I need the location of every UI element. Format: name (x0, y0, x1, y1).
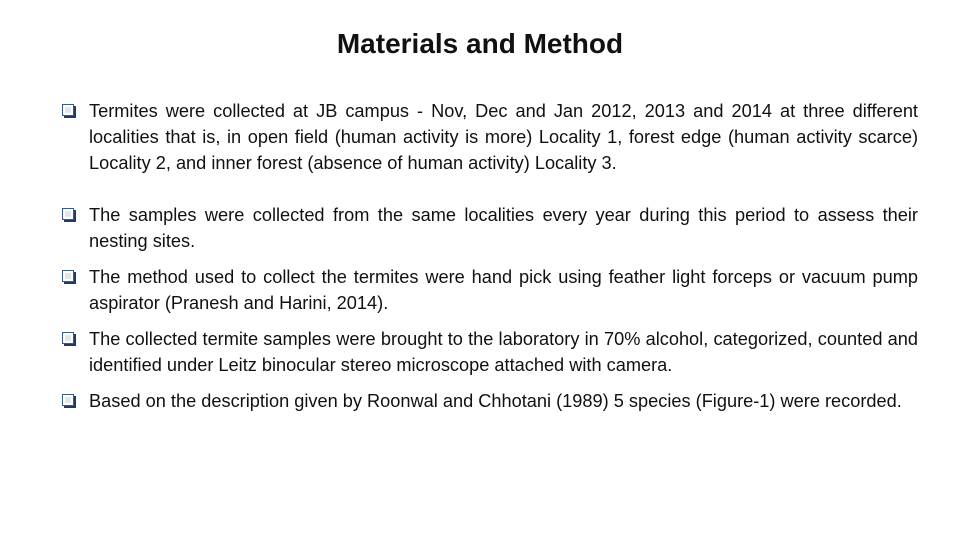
square-bullet-icon (62, 208, 74, 220)
list-item (62, 98, 918, 176)
slide-title: Materials and Method (336, 28, 624, 59)
bullet-text: The collected termite samples were brought to the laboratory in 70% alcohol, categorized, counted and identified under Leitz binocular stereo microscope attached with camera. (89, 329, 918, 375)
square-bullet-icon (62, 394, 74, 406)
bullet-text: Termites were collected at JB campus - Nov, Dec and Jan 2012, 2013 and 2014 at three different localities that is, in open field (human activity is more) Locality 1, forest edge (human activity scarce) Locality 2, and inner forest (absence of human activity) Locality 3. (89, 101, 918, 173)
bullet-text: Based on the description given by Roonwal and Chhotani (1989) 5 species (Figure-1) were recorded. (89, 391, 902, 411)
bullet-text: The samples were collected from the same localities every year during this period to assess their nesting sites. (89, 205, 918, 251)
square-bullet-icon (62, 332, 74, 344)
list-item (62, 264, 918, 316)
list-item (62, 388, 918, 414)
square-bullet-icon (62, 104, 74, 116)
bullet-list (62, 98, 918, 414)
list-item (62, 202, 918, 254)
bullet-text: The method used to collect the termites were hand pick using feather light forceps or vacuum pump aspirator (Pranesh and Harini, 2014). (89, 267, 918, 313)
list-item (62, 326, 918, 378)
square-bullet-icon (62, 270, 74, 282)
